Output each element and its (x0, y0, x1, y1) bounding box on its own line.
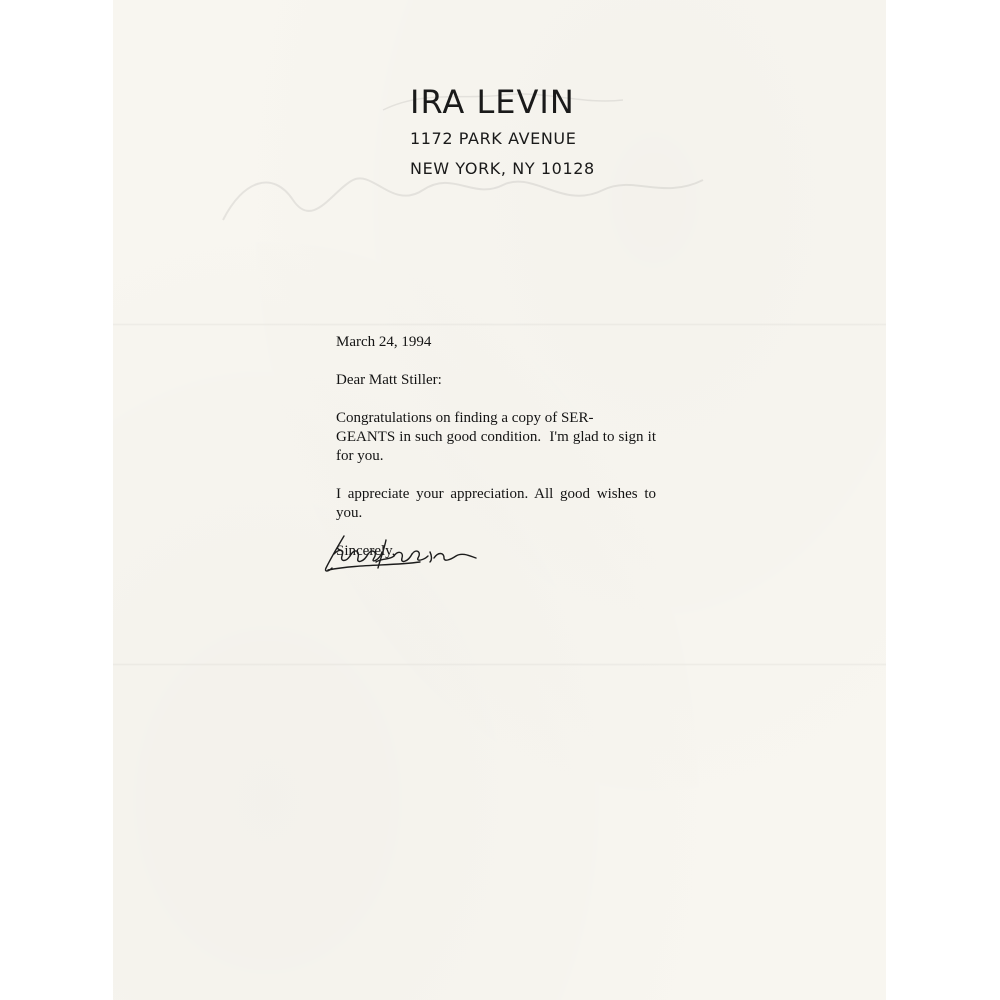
letterhead (410, 80, 595, 184)
letterhead-address-line2: NEW YORK, NY 10128 (410, 159, 595, 178)
letter-closing: Sincerely, (336, 543, 396, 559)
fold-line-lower (113, 663, 886, 666)
letter-paragraph-1: Congratulations on finding a copy of SER- GEANTS in such good condition. I'm glad to sign it for you. (336, 410, 656, 464)
letter-date: March 24, 1994 (336, 334, 432, 350)
handwritten-signature (320, 522, 480, 582)
letter-page (113, 0, 886, 1000)
letterhead-name: IRA LEVIN (410, 83, 575, 121)
letter-salutation: Dear Matt Stiller: (336, 372, 442, 388)
fold-line-upper (113, 323, 886, 326)
letter-paragraph-2: I appreciate your appreciation. All good wishes to you. (336, 486, 656, 521)
letterhead-address-line1: 1172 PARK AVENUE (410, 129, 577, 148)
